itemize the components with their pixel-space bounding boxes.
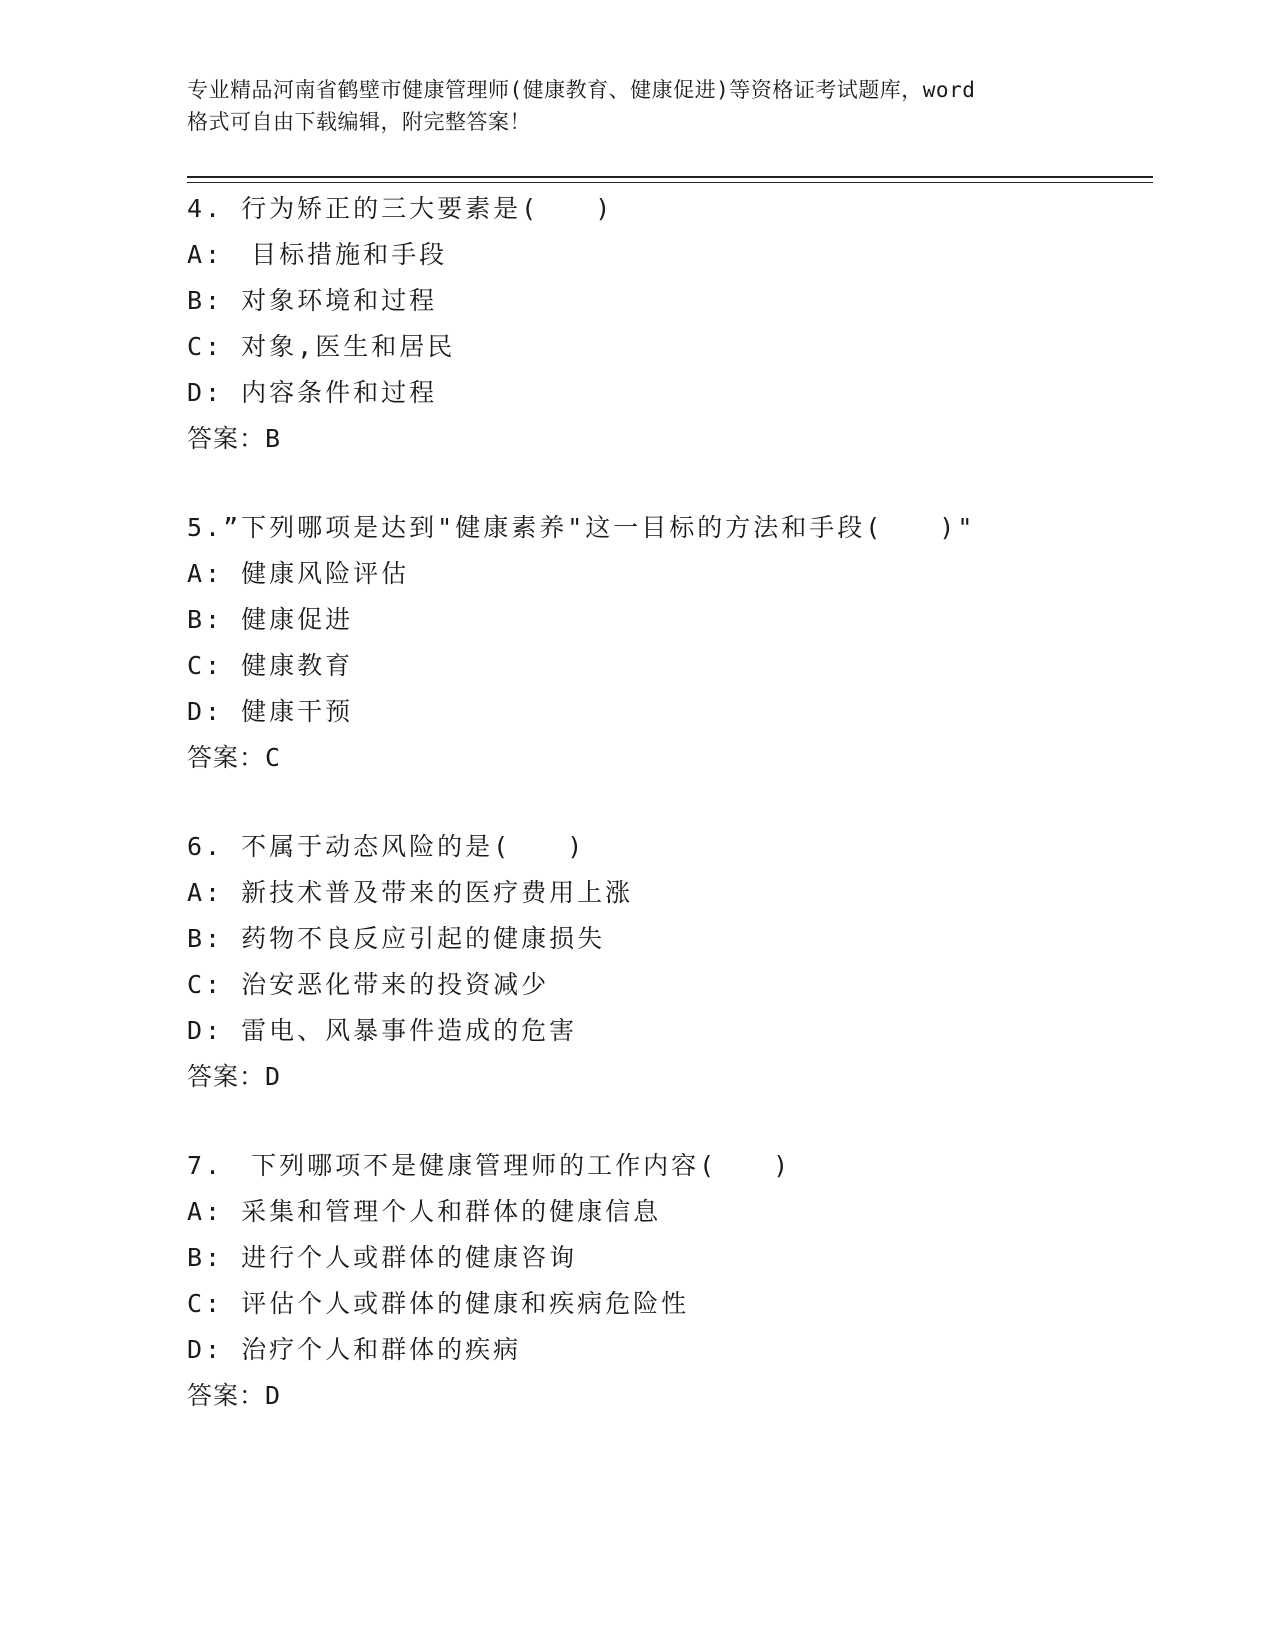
header-line-1: 专业精品河南省鹤壁市健康管理师(健康教育、健康促进)等资格证考试题库，word [187, 78, 976, 102]
question-5 [187, 505, 1147, 781]
option-a: A: 采集和管理个人和群体的健康信息 [187, 1197, 662, 1226]
option-c: C: 健康教育 [187, 651, 354, 680]
option-d: D: 健康干预 [187, 697, 354, 726]
answer-label: 答案：B [187, 424, 282, 453]
question-stem: 6. 不属于动态风险的是( ) [187, 832, 586, 861]
header-line-2: 格式可自由下载编辑，附完整答案！ [187, 110, 531, 134]
option-d: D: 治疗个人和群体的疾病 [187, 1335, 522, 1364]
question-stem: 7. 下列哪项不是健康管理师的工作内容( ) [187, 1151, 792, 1180]
option-c: C: 对象,医生和居民 [187, 332, 456, 361]
option-b: B: 进行个人或群体的健康咨询 [187, 1243, 578, 1272]
option-c: C: 治安恶化带来的投资减少 [187, 970, 550, 999]
question-stem: 5.”下列哪项是达到"健康素养"这一目标的方法和手段( )" [187, 513, 976, 542]
header-divider-thin [187, 182, 1153, 183]
answer-label: 答案：D [187, 1381, 282, 1410]
option-b: B: 药物不良反应引起的健康损失 [187, 924, 606, 953]
option-b: B: 健康促进 [187, 605, 354, 634]
document-header [187, 74, 1087, 138]
option-a: A: 目标措施和手段 [187, 240, 448, 269]
option-a: A: 新技术普及带来的医疗费用上涨 [187, 878, 634, 907]
option-c: C: 评估个人或群体的健康和疾病危险性 [187, 1289, 690, 1318]
question-stem: 4. 行为矫正的三大要素是( ) [187, 194, 614, 223]
question-4 [187, 186, 1147, 462]
question-7 [187, 1143, 1147, 1419]
option-d: D: 雷电、风暴事件造成的危害 [187, 1016, 578, 1045]
header-divider-thick [187, 176, 1153, 178]
option-b: B: 对象环境和过程 [187, 286, 438, 315]
question-6 [187, 824, 1147, 1100]
answer-label: 答案：C [187, 743, 282, 772]
option-a: A: 健康风险评估 [187, 559, 410, 588]
answer-label: 答案：D [187, 1062, 282, 1091]
option-d: D: 内容条件和过程 [187, 378, 438, 407]
